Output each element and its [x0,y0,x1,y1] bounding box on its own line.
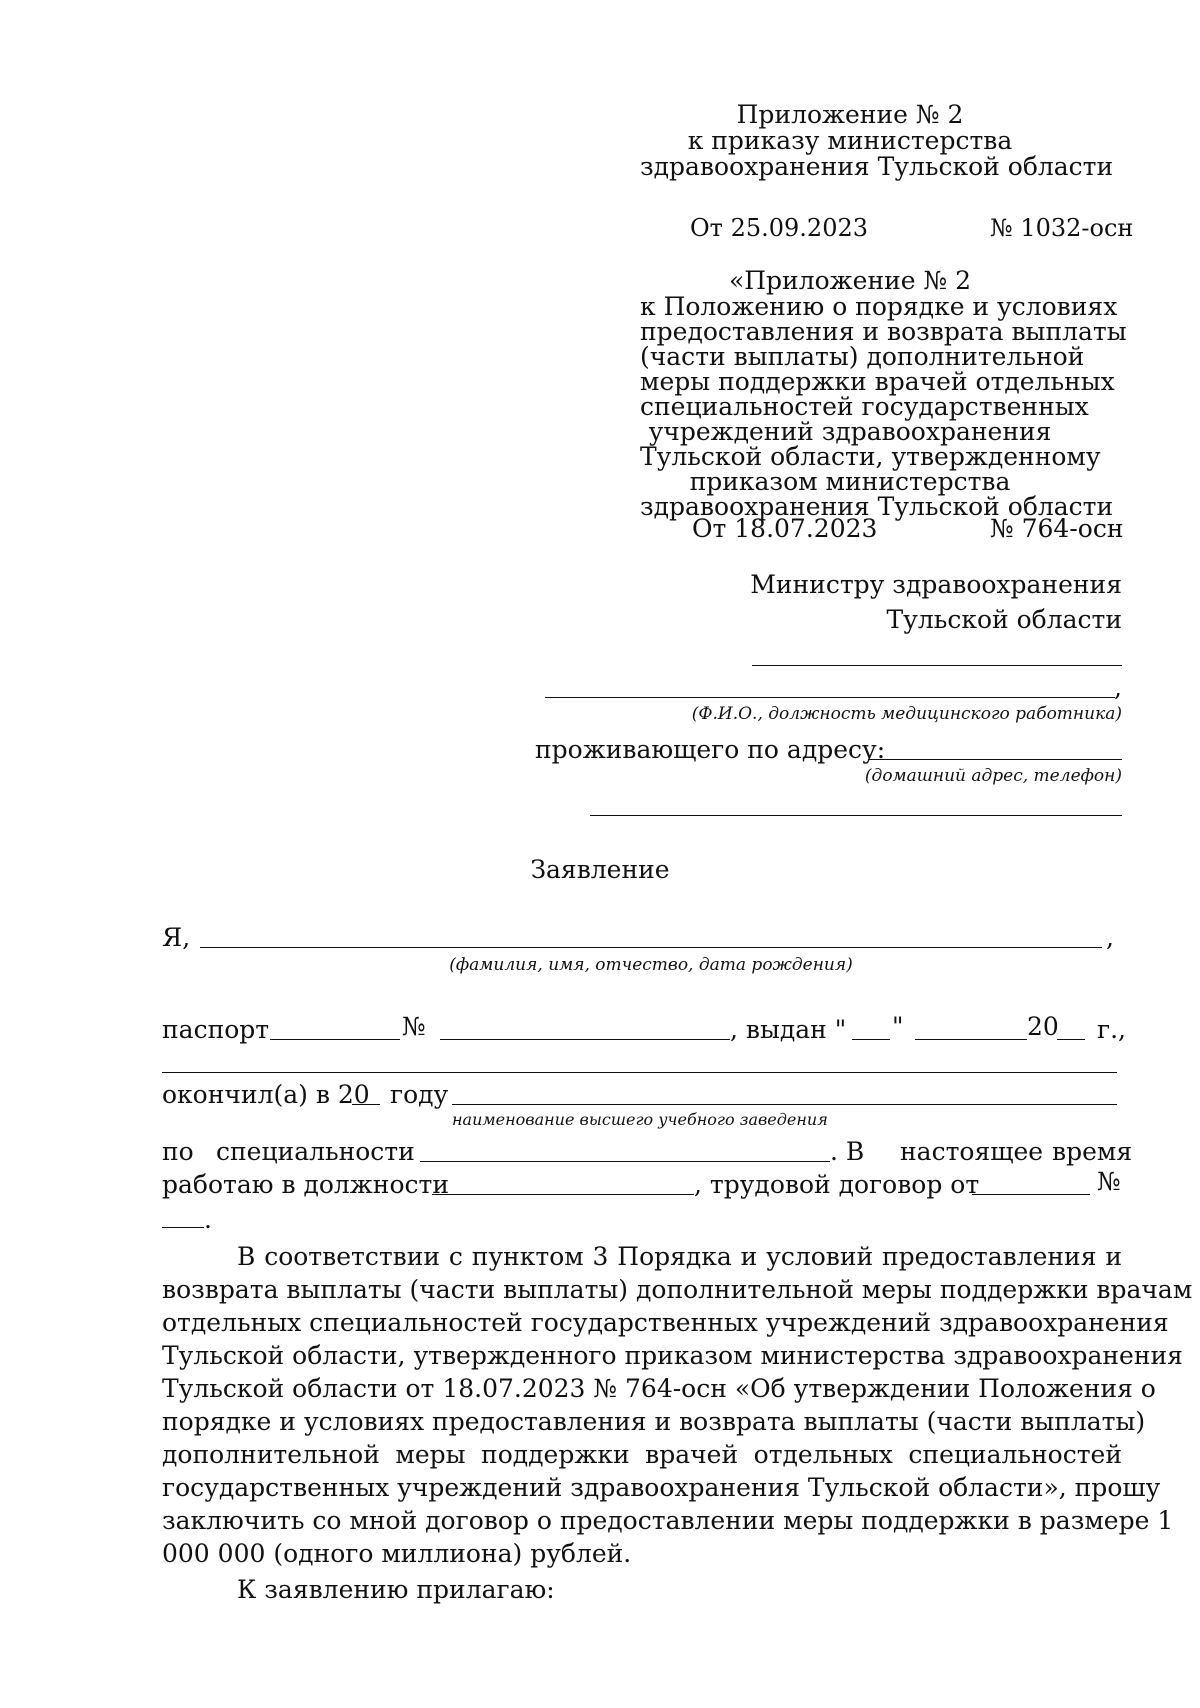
university-blank-line [452,1104,1117,1105]
inner-line-1: «Приложение № 2 [728,266,972,295]
address-blank-line [868,759,1122,760]
passport-number-line [440,1039,730,1040]
inner-line-7: учреждений здравоохранения [648,417,1052,446]
inner-line-3: предоставления и возврата выплаты [640,317,1127,346]
appendix-ministry: здравоохранения Тульской области [640,152,1114,181]
address-label: проживающего по адресу: [535,735,886,764]
passport-label: паспорт [162,1015,270,1044]
issued-quote: " [892,1012,904,1041]
contract-no-sign: № [1097,1167,1121,1196]
body-line-6: порядке и условиях предоставления и возврата выплаты (части выплаты) [162,1407,1146,1436]
specialty-word-3: . В [830,1137,865,1166]
inner-line-2: к Положению о порядке и условиях [640,292,1118,321]
fullname-hint: (фамилия, имя, отчество, дата рождения) [449,955,853,975]
addressee-line-1: Министру здравоохранения [750,570,1122,599]
passport-no-sign: № [402,1012,426,1041]
body-line-5: Тульской области от 18.07.2023 № 764-осн «Об утверждении Положения о [162,1374,1156,1403]
body-line-4: Тульской области, утвержденного приказом министерства здравоохранения [162,1341,1183,1370]
body-line-7: дополнительной меры поддержки врачей отдельных специальностей [162,1440,1122,1469]
addressee-line-2: Тульской области [886,605,1122,634]
issued-label: , выдан " [730,1015,847,1044]
issued-year-prefix: 20 [1027,1012,1059,1041]
addressee-blank-line [752,665,1122,666]
address-hint: (домашний адрес, телефон) [864,766,1122,786]
graduated-year-word: году [390,1080,449,1109]
specialty-word-4: настоящее [900,1137,1044,1166]
contract-label: , трудовой договор от [694,1170,980,1199]
contract-date-line [972,1194,1090,1195]
issued-by-line [162,1072,1117,1073]
body-line-10: 000 000 (одного миллиона) рублей. [162,1539,632,1568]
address-blank-line-2 [590,815,1122,816]
issued-day-line [852,1039,890,1040]
fio-hint: (Ф.И.О., должность медицинского работника) [691,704,1122,724]
contract-final-dot: . [204,1205,212,1234]
inner-line-8: Тульской области, утвержденному [640,442,1101,471]
inner-line-4: (части выплаты) дополнительной [640,342,1085,371]
order-number: № 1032-осн [990,214,1134,242]
specialty-blank-line [420,1161,830,1162]
attachments-label: К заявлению прилагаю: [237,1575,555,1604]
inner-line-5: меры поддержки врачей отдельных [640,367,1115,396]
body-line-3: отдельных специальностей государственных учреждений здравоохранения [162,1308,1169,1337]
graduated-label: окончил(а) в 20 [162,1080,370,1109]
body-line-1: В соответствии с пунктом 3 Порядка и условий предоставления и [237,1242,1122,1271]
specialty-word-1: по [162,1137,194,1166]
i-comma: , [1106,923,1114,952]
order-date: От 25.09.2023 [690,214,868,242]
passport-series-line [270,1039,400,1040]
inner-line-9: приказом министерства [689,467,1011,496]
inner-line-6: специальностей государственных [640,392,1089,421]
fio-comma: , [1114,673,1122,702]
inner-line-10: здравоохранения Тульской области [640,492,1114,521]
specialty-word-5: время [1052,1137,1133,1166]
i-label: Я, [162,923,191,952]
issued-year-line [1057,1039,1085,1040]
fullname-blank-line [200,947,1102,948]
body-line-8: государственных учреждений здравоохранения Тульской области», прошу [162,1473,1161,1502]
issued-year-suffix: г., [1097,1015,1126,1044]
appendix-title: Приложение № 2 [736,100,964,129]
graduated-year-line [352,1104,380,1105]
inner-number: № 764-осн [990,514,1124,543]
document-title: Заявление [530,855,670,884]
appendix-order-ref: к приказу министерства [687,126,1013,155]
issued-month-line [915,1039,1027,1040]
university-hint: наименование высшего учебного заведения [452,1110,828,1129]
specialty-word-2: специальности [216,1137,415,1166]
body-line-9: заключить со мной договор о предоставлении меры поддержки в размере 1 [162,1506,1174,1535]
inner-date: От 18.07.2023 [692,514,878,543]
position-blank-line [432,1194,694,1195]
body-line-2: возврата выплаты (части выплаты) дополнительной меры поддержки врачам [162,1275,1193,1304]
position-label: работаю в должности [162,1170,450,1199]
contract-number-line [162,1227,204,1228]
fio-blank-line [545,697,1115,698]
